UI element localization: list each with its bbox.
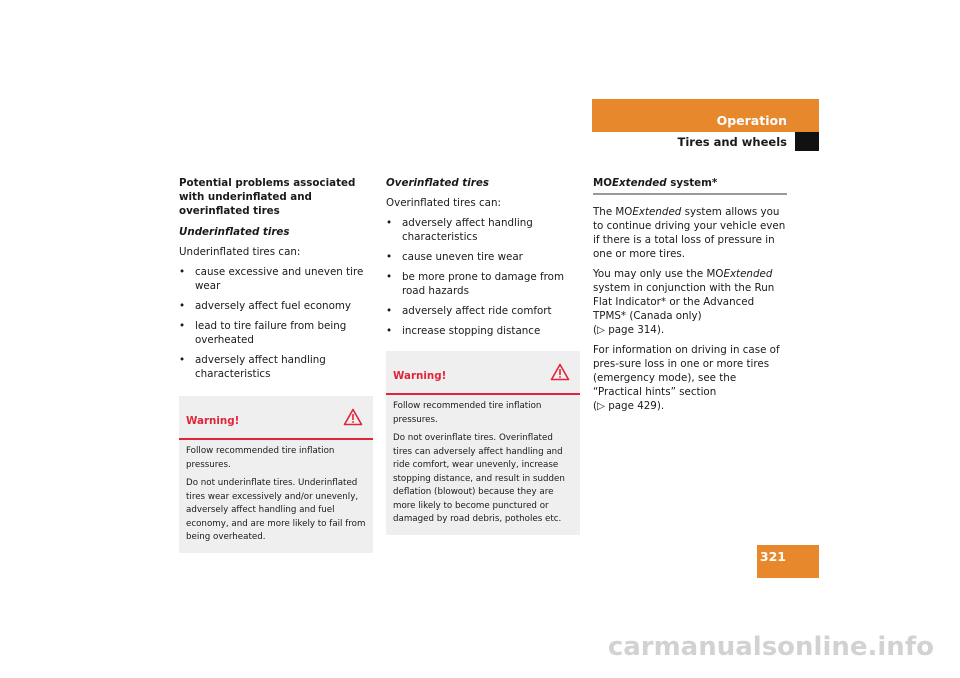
column-1	[179, 176, 373, 553]
column-3	[593, 176, 787, 413]
text-part: Extended	[632, 206, 682, 218]
overinflated-intro: Overinflated tires can:	[386, 197, 501, 209]
moextended-paragraph-2	[593, 267, 787, 337]
moextended-title	[593, 176, 787, 195]
warning-text: Follow recommended tire inflation pressures.	[186, 446, 335, 470]
warning-body	[179, 440, 373, 553]
warning-label: Warning!	[186, 415, 240, 427]
header-tab-marker	[795, 132, 819, 151]
section-heading: Potential problems associated with underinflated and overinflated tires	[179, 177, 356, 217]
list-item: • cause uneven tire wear	[386, 250, 580, 264]
warning-text: Do not overinflate tires. Overinflated tires can adversely affect handling and ride comfort, wear unevenly, increase stopping distance, and result in sudden deflation (blowout) because they are more likely to become punctured or damaged by road debris, potholes etc.	[393, 433, 565, 524]
list-item: • cause excessive and uneven tire wear	[179, 265, 373, 293]
title-part: MO	[593, 177, 612, 189]
warning-box-overinflation	[386, 351, 580, 535]
warning-triangle-icon	[343, 408, 363, 430]
list-item: • adversely affect ride comfort	[386, 304, 580, 318]
list-item: • adversely affect handling characteristics	[386, 216, 580, 244]
underinflated-subheading: Underinflated tires	[179, 226, 290, 238]
title-part: system*	[666, 177, 718, 189]
subsection-title: Tires and wheels	[677, 135, 787, 149]
section-title: Operation	[716, 113, 787, 128]
section-header	[592, 99, 819, 132]
page-reference-link[interactable]: (▷ page 314).	[593, 324, 665, 336]
watermark: carmanualsonline.info	[607, 632, 934, 662]
warning-triangle-icon	[550, 363, 570, 385]
warning-header	[179, 396, 373, 440]
page-number: 321	[759, 549, 786, 564]
text-part: The MO	[593, 206, 633, 218]
warning-label: Warning!	[393, 370, 447, 382]
list-item: • increase stopping distance	[386, 324, 580, 338]
list-item: • adversely affect fuel economy	[179, 299, 373, 313]
list-item: • adversely affect handling characteristics	[179, 353, 373, 381]
text-part: Extended	[723, 268, 773, 280]
subsection-header	[592, 132, 819, 151]
column-2	[386, 176, 580, 535]
warning-body	[386, 395, 580, 535]
list-item: • lead to tire failure from being overheated	[179, 319, 373, 347]
underinflated-intro: Underinflated tires can:	[179, 246, 301, 258]
warning-text: Follow recommended tire inflation pressures.	[393, 401, 542, 425]
list-item: • be more prone to damage from road hazards	[386, 270, 580, 298]
page-reference-link[interactable]: (▷ page 429).	[593, 400, 665, 412]
warning-box-underinflation	[179, 396, 373, 553]
text-part: system in conjunction with the Run Flat Indicator* or the Advanced TPMS* (Canada only)	[593, 282, 775, 322]
warning-header	[386, 351, 580, 395]
text-part: system allows you to continue driving your vehicle even if there is a total loss of pressure in one or more tires.	[593, 206, 786, 260]
moextended-paragraph-3	[593, 343, 787, 413]
overinflated-subheading: Overinflated tires	[386, 177, 489, 189]
text-part: For information on driving in case of pres-sure loss in one or more tires (emergency mode), see the “Practical hints” section	[593, 344, 780, 398]
page-number-box	[757, 545, 819, 578]
title-part: Extended	[612, 177, 667, 189]
overinflated-list	[386, 216, 580, 338]
underinflated-list	[179, 265, 373, 381]
text-part: You may only use the MO	[593, 268, 724, 280]
moextended-paragraph-1	[593, 205, 787, 261]
warning-text: Do not underinflate tires. Underinflated tires wear excessively and/or unevenly, adversely affect handling and fuel economy, and are more likely to fail from being overheated.	[186, 478, 366, 542]
